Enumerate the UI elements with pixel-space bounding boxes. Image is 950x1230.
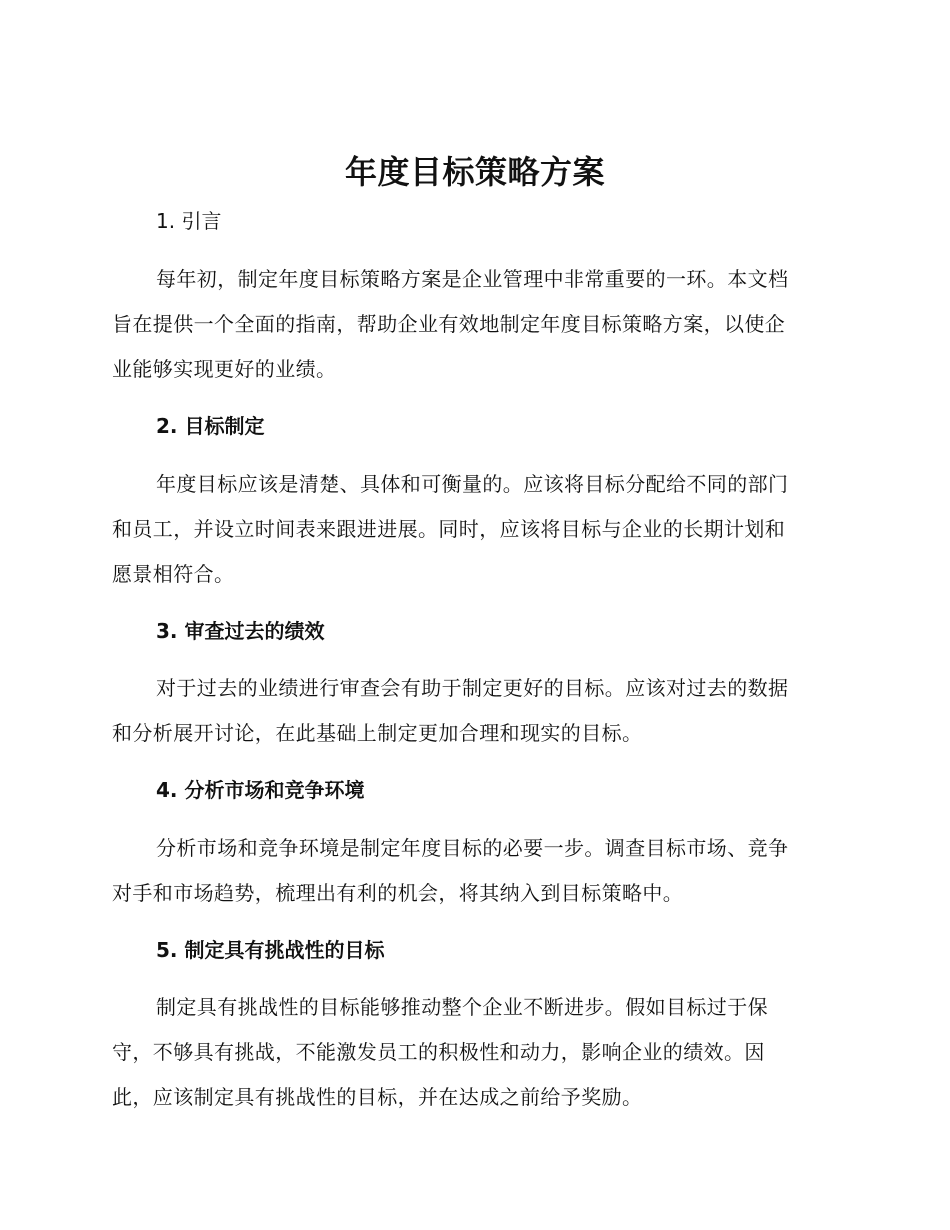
document-title: 年度目标策略方案 [344, 153, 605, 191]
section-heading-challenging-goals: 5. 制定具有挑战性的目标 [156, 938, 385, 962]
section-paragraph-challenging-goals [112, 985, 830, 1120]
paragraph-line: 每年初，制定年度目标策略方案是企业管理中非常重要的一环。本文档 [156, 267, 789, 291]
paragraph-line: 制定具有挑战性的目标能够推动整个企业不断进步。假如目标过于保 [156, 995, 768, 1019]
section-heading-goal-setting: 2. 目标制定 [156, 414, 265, 438]
paragraph-line: 愿景相符合。 [112, 562, 235, 586]
paragraph-line: 年度目标应该是清楚、具体和可衡量的。应该将目标分配给不同的部门 [156, 472, 789, 496]
section-heading-introduction: 1. 引言 [156, 209, 222, 233]
paragraph-line: 分析市场和竞争环境是制定年度目标的必要一步。调查目标市场、竞争 [156, 836, 789, 860]
section-paragraph-goal-setting [112, 462, 830, 597]
paragraph-line: 和员工，并设立时间表来跟进进展。同时，应该将目标与企业的长期计划和 [112, 517, 786, 541]
paragraph-line: 对于过去的业绩进行审查会有助于制定更好的目标。应该对过去的数据 [156, 676, 789, 700]
section-heading-past-performance: 3. 审查过去的绩效 [156, 619, 325, 643]
paragraph-line: 业能够实现更好的业绩。 [112, 357, 337, 381]
paragraph-line: 旨在提供一个全面的指南，帮助企业有效地制定年度目标策略方案，以使企 [112, 312, 786, 336]
paragraph-line: 守，不够具有挑战，不能激发员工的积极性和动力，影响企业的绩效。因 [112, 1040, 765, 1064]
section-paragraph-past-performance [112, 666, 830, 756]
section-paragraph-introduction [112, 257, 830, 392]
paragraph-line: 和分析展开讨论，在此基础上制定更加合理和现实的目标。 [112, 721, 643, 745]
section-heading-market-analysis: 4. 分析市场和竞争环境 [156, 778, 365, 802]
section-paragraph-market-analysis [112, 826, 830, 916]
paragraph-line: 对手和市场趋势，梳理出有利的机会，将其纳入到目标策略中。 [112, 881, 684, 905]
paragraph-line: 此，应该制定具有挑战性的目标，并在达成之前给予奖励。 [112, 1085, 643, 1109]
